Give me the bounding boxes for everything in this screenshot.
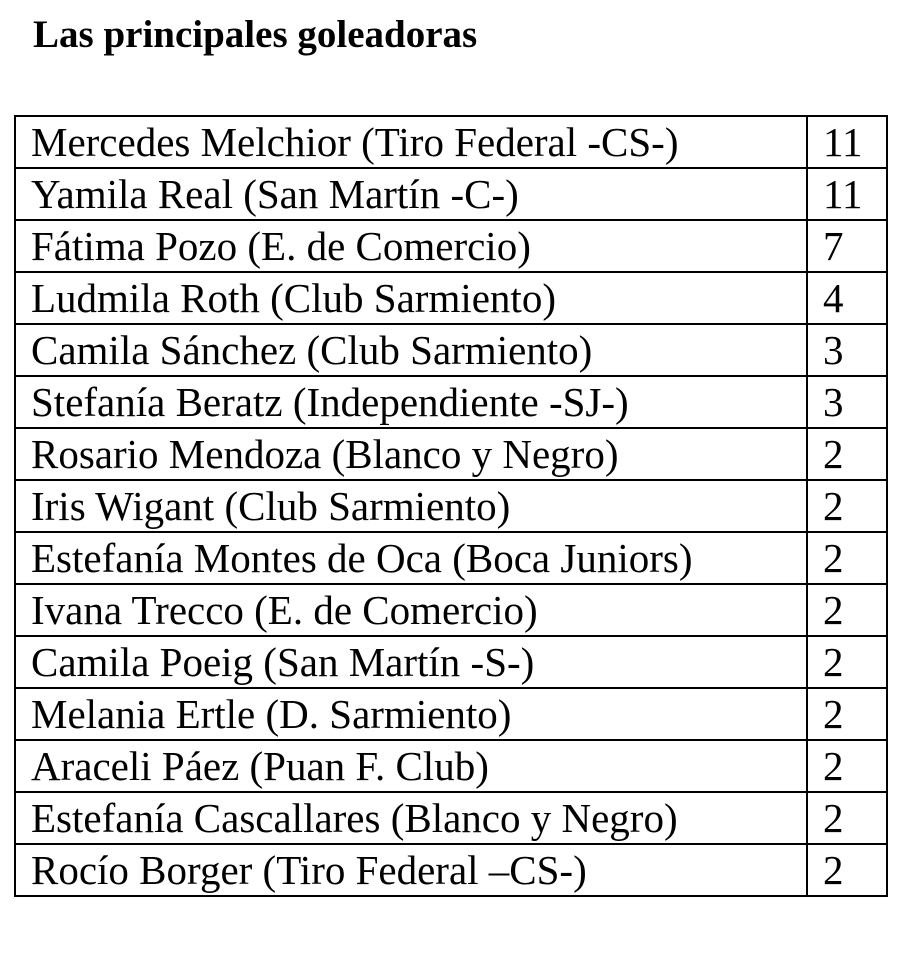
player-name-cell: Araceli Páez (Puan F. Club): [15, 740, 807, 792]
goals-cell: 3: [807, 376, 887, 428]
player-name-cell: Melania Ertle (D. Sarmiento): [15, 688, 807, 740]
player-name-cell: Mercedes Melchior (Tiro Federal -CS-): [15, 116, 807, 168]
table-row: [15, 792, 887, 844]
player-name-cell: Ivana Trecco (E. de Comercio): [15, 584, 807, 636]
player-name-cell: Camila Sánchez (Club Sarmiento): [15, 324, 807, 376]
player-name-cell: Estefanía Cascallares (Blanco y Negro): [15, 792, 807, 844]
player-name-cell: Fátima Pozo (E. de Comercio): [15, 220, 807, 272]
player-name-cell: Camila Poeig (San Martín -S-): [15, 636, 807, 688]
page-title: Las principales goleadoras: [33, 13, 478, 56]
table-row: [15, 428, 887, 480]
goals-cell: 2: [807, 532, 887, 584]
goals-cell: 11: [807, 116, 887, 168]
table-row: [15, 376, 887, 428]
table-row: [15, 844, 887, 896]
table-row: [15, 688, 887, 740]
table-row: [15, 324, 887, 376]
goals-cell: 2: [807, 844, 887, 896]
table-row: [15, 116, 887, 168]
goals-cell: 3: [807, 324, 887, 376]
goals-cell: 2: [807, 688, 887, 740]
player-name-cell: Rosario Mendoza (Blanco y Negro): [15, 428, 807, 480]
table-row: [15, 636, 887, 688]
goals-cell: 2: [807, 636, 887, 688]
goals-cell: 7: [807, 220, 887, 272]
player-name-cell: Yamila Real (San Martín -C-): [15, 168, 807, 220]
table-row: [15, 480, 887, 532]
goals-cell: 2: [807, 740, 887, 792]
table-row: [15, 532, 887, 584]
table-row: [15, 740, 887, 792]
goals-cell: 2: [807, 480, 887, 532]
top-scorers-body: [15, 116, 887, 896]
goals-cell: 2: [807, 584, 887, 636]
goals-cell: 4: [807, 272, 887, 324]
top-scorers-table: [14, 115, 888, 897]
goals-cell: 11: [807, 168, 887, 220]
goals-cell: 2: [807, 792, 887, 844]
player-name-cell: Rocío Borger (Tiro Federal –CS-): [15, 844, 807, 896]
table-row: [15, 168, 887, 220]
player-name-cell: Stefanía Beratz (Independiente -SJ-): [15, 376, 807, 428]
table-row: [15, 272, 887, 324]
table-row: [15, 220, 887, 272]
player-name-cell: Iris Wigant (Club Sarmiento): [15, 480, 807, 532]
table-row: [15, 584, 887, 636]
goals-cell: 2: [807, 428, 887, 480]
player-name-cell: Estefanía Montes de Oca (Boca Juniors): [15, 532, 807, 584]
player-name-cell: Ludmila Roth (Club Sarmiento): [15, 272, 807, 324]
